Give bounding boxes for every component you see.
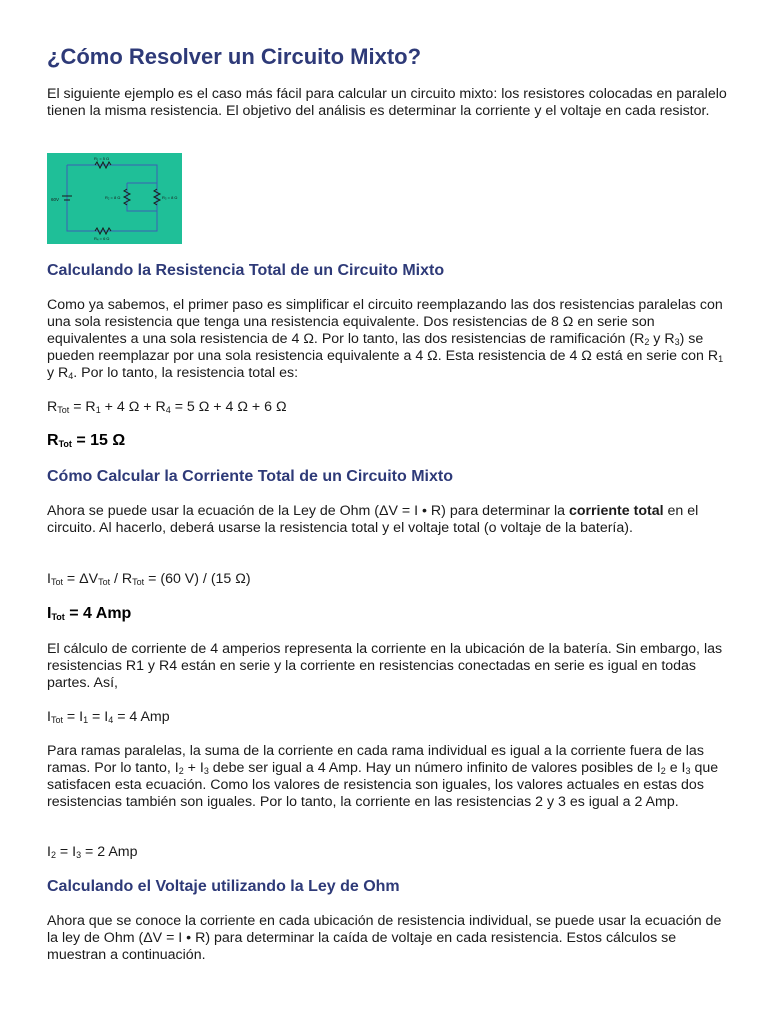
r1-label: R₁ = 5 Ω bbox=[94, 156, 110, 161]
equation-itot: $I_{Tot} = \Delta V_{Tot} / R_{Tot} = (60$ V) / (15 Ω) bbox=[47, 571, 251, 587]
r3-label: R₃ = 8 Ω bbox=[162, 195, 178, 200]
result-itot: $I_{Tot} = 4$ Amp bbox=[47, 605, 132, 622]
paragraph-voltaje: Ahora que se conoce la corriente en cada ubicación de resistencia individual, se puede usar la ecuación de la ley de Ohm (ΔV = I • R) para determinar la caída de voltaje en cada resistencia. Estos cálculos se muestran a continuación. bbox=[47, 913, 722, 963]
equation-i2-i3: $I_2 = I_3 = 2$ Amp bbox=[47, 844, 138, 860]
paragraph-ley-ohm: Ahora se puede usar la ecuación de la Ley de Ohm (ΔV = I • R) para determinar la corriente total en el circuito. Al hacerlo, deberá usarse la resistencia total y el voltaje total (o voltaje de la batería). bbox=[47, 503, 699, 536]
result-rtot: $R_{Tot} = 15$ Ω bbox=[47, 432, 126, 449]
equation-rtot: $R_{Tot} = R_1 + 4$ $\Omega + R_4 = 5$ Ω + 4 Ω + 6 Ω bbox=[47, 399, 287, 415]
heading-voltaje: Calculando el Voltaje utilizando la Ley de Ohm bbox=[47, 878, 400, 895]
equation-itot-i1-i4: $I_{Tot} = I_1 = I_4 = 4$ Amp bbox=[47, 709, 170, 725]
r2-label: R₂ = 8 Ω bbox=[105, 195, 121, 200]
heading-resistencia-total: Calculando la Resistencia Total de un Circuito Mixto bbox=[47, 262, 445, 279]
intro-paragraph: El siguiente ejemplo es el caso más fácil para calcular un circuito mixto: los resistores colocadas en paralelo tienen la misma resistencia. El objetivo del análisis es determinar la corriente y el voltaje en cada resistor. bbox=[47, 86, 727, 119]
battery-label: 60V bbox=[51, 197, 60, 202]
heading-corriente-total: Cómo Calcular la Corriente Total de un Circuito Mixto bbox=[47, 468, 453, 485]
paragraph-amperios: El cálculo de corriente de 4 amperios representa la corriente en la ubicación de la batería. Sin embargo, las resistencias R1 y R4 están en serie y la corriente en resistencias conectadas en serie es igual en todas partes. Así, bbox=[47, 641, 723, 691]
r4-label: R₄ = 6 Ω bbox=[94, 236, 110, 241]
paragraph-ramas-paralelas: Para ramas paralelas, la suma de la corriente en cada rama individual es igual a la corriente fuera de las ramas. Por lo tanto, $I_2 + I_3$ debe ser igual a 4 Amp. Hay un número infinito de valores posibles de $I_2$ e $I_3$ que satisfacen esta ecuación. Como los valores de resistencia son iguales, los valores actuales en estas dos resistencias también son iguales. Por lo tanto, la corriente en las resistencias 2 y 3 es igual a 2 Amp. bbox=[47, 743, 719, 810]
circuit-diagram bbox=[47, 153, 182, 244]
paragraph-resistencia: Como ya sabemos, el primer paso es simplificar el circuito reemplazando las dos resistencias paralelas con una sola resistencia que tenga una resistencia equivalente. Dos resistencias de 8 Ω en serie son equivalentes a una sola resistencia de 4 Ω. Por lo tanto, las dos resistencias de ramificación ($R_2$ y $R_3$) se pueden reemplazar por una sola resistencia equivalente a 4 Ω. Esta resistencia de 4 Ω está en serie con $R_1$ y $R_4$. Por lo tanto, la resistencia total es: bbox=[47, 297, 724, 381]
page-title: ¿Cómo Resolver un Circuito Mixto? bbox=[47, 44, 422, 69]
